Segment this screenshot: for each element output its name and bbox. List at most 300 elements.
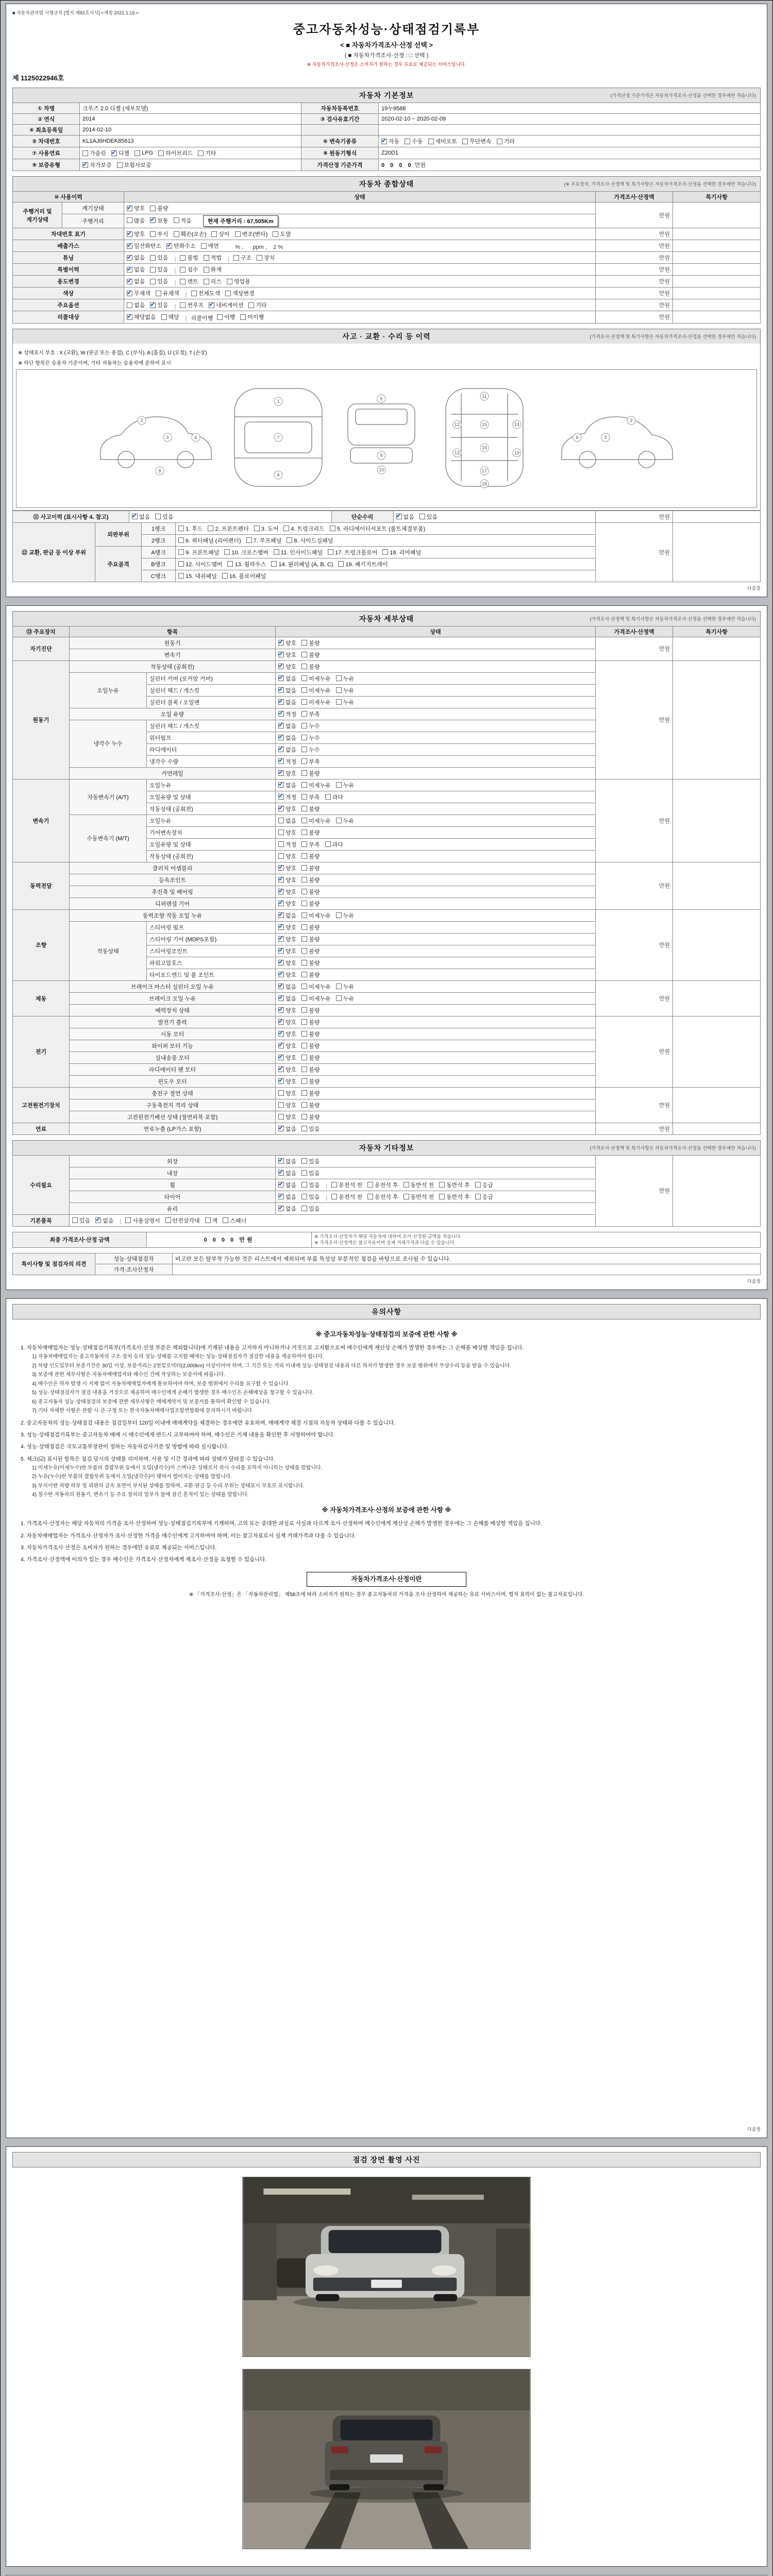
checkbox-option[interactable] — [330, 524, 425, 533]
checkbox-icon[interactable] — [301, 782, 307, 788]
checkbox-icon[interactable] — [117, 162, 123, 168]
checkbox-icon[interactable] — [475, 1182, 481, 1188]
checkbox-icon[interactable] — [439, 1194, 445, 1199]
checkbox-option[interactable] — [224, 548, 268, 556]
checkbox-option[interactable] — [82, 161, 112, 169]
checkbox-icon[interactable] — [150, 231, 156, 237]
checkbox-option[interactable] — [404, 1193, 434, 1201]
checkbox-option[interactable] — [278, 1101, 296, 1109]
checkbox-icon[interactable] — [165, 1217, 171, 1223]
checkbox-icon[interactable] — [201, 243, 207, 249]
checkbox-option[interactable] — [328, 548, 377, 556]
checked-checkbox-icon[interactable] — [278, 984, 284, 989]
checkbox-option[interactable] — [325, 793, 343, 801]
checked-checkbox-icon[interactable] — [278, 901, 284, 906]
checkbox-icon[interactable] — [217, 314, 223, 320]
checkbox-option[interactable] — [209, 301, 243, 309]
checkbox-option[interactable] — [278, 698, 296, 706]
checkbox-icon[interactable] — [462, 139, 468, 144]
checkbox-icon[interactable] — [336, 912, 342, 918]
checked-checkbox-icon[interactable] — [278, 1019, 284, 1025]
checked-checkbox-icon[interactable] — [150, 217, 156, 223]
checkbox-option[interactable] — [475, 1193, 493, 1201]
checked-checkbox-icon[interactable] — [82, 162, 88, 168]
checkbox-option[interactable] — [150, 265, 168, 274]
checkbox-option[interactable] — [278, 840, 296, 849]
checkbox-icon[interactable] — [301, 877, 307, 883]
checkbox-icon[interactable] — [301, 1090, 307, 1096]
checkbox-icon[interactable] — [222, 573, 228, 579]
checkbox-option[interactable] — [204, 277, 222, 285]
checkbox-option[interactable] — [301, 1042, 320, 1050]
checkbox-option[interactable] — [301, 722, 320, 730]
checkbox-option[interactable] — [301, 698, 331, 706]
checkbox-icon[interactable] — [301, 995, 307, 1001]
checkbox-option[interactable] — [301, 1006, 320, 1014]
checkbox-icon[interactable] — [233, 255, 239, 261]
checked-checkbox-icon[interactable] — [127, 279, 132, 284]
checkbox-option[interactable] — [301, 817, 331, 825]
checked-checkbox-icon[interactable] — [278, 1170, 284, 1176]
checkbox-icon[interactable] — [278, 841, 284, 847]
checkbox-option[interactable] — [158, 149, 193, 157]
checkbox-icon[interactable] — [301, 699, 307, 705]
checkbox-option[interactable] — [367, 1193, 398, 1201]
checkbox-option[interactable] — [367, 1181, 398, 1189]
checkbox-icon[interactable] — [497, 139, 502, 144]
checkbox-option[interactable] — [150, 204, 168, 212]
checkbox-option[interactable] — [301, 710, 320, 718]
checkbox-option[interactable] — [396, 513, 414, 521]
checked-checkbox-icon[interactable] — [127, 267, 132, 273]
checkbox-icon[interactable] — [161, 314, 167, 320]
checkbox-icon[interactable] — [439, 1182, 445, 1188]
checkbox-option[interactable] — [278, 769, 296, 777]
checkbox-icon[interactable] — [301, 806, 307, 811]
checked-checkbox-icon[interactable] — [278, 735, 284, 740]
checked-checkbox-icon[interactable] — [396, 514, 402, 519]
checked-checkbox-icon[interactable] — [132, 514, 138, 519]
checked-checkbox-icon[interactable] — [278, 1158, 284, 1164]
checkbox-option[interactable] — [271, 560, 333, 568]
checkbox-option[interactable] — [325, 840, 343, 849]
checkbox-option[interactable] — [301, 982, 331, 991]
checkbox-option[interactable] — [278, 734, 296, 742]
checkbox-option[interactable] — [301, 1054, 320, 1062]
checkbox-icon[interactable] — [158, 150, 164, 156]
checkbox-icon[interactable] — [125, 1217, 131, 1223]
checkbox-icon[interactable] — [211, 231, 217, 237]
checked-checkbox-icon[interactable] — [278, 972, 284, 977]
checkbox-option[interactable] — [278, 1113, 296, 1121]
checkbox-option[interactable] — [180, 253, 198, 262]
checkbox-option[interactable] — [178, 536, 241, 545]
checked-checkbox-icon[interactable] — [278, 1078, 284, 1084]
checkbox-option[interactable] — [111, 149, 129, 157]
checkbox-option[interactable] — [150, 301, 168, 309]
checked-checkbox-icon[interactable] — [278, 723, 284, 728]
checkbox-icon[interactable] — [301, 1114, 307, 1120]
checkbox-icon[interactable] — [156, 291, 161, 296]
checkbox-option[interactable] — [127, 204, 145, 212]
checkbox-option[interactable] — [301, 864, 320, 872]
checkbox-option[interactable] — [278, 982, 296, 991]
checkbox-icon[interactable] — [336, 675, 342, 681]
checkbox-option[interactable] — [419, 513, 438, 521]
checkbox-option[interactable] — [336, 686, 354, 694]
checkbox-icon[interactable] — [301, 818, 307, 823]
checkbox-option[interactable] — [301, 1169, 320, 1177]
checkbox-option[interactable] — [127, 289, 150, 297]
checkbox-option[interactable] — [301, 852, 320, 860]
checkbox-option[interactable] — [127, 265, 145, 274]
checkbox-icon[interactable] — [191, 291, 197, 296]
checkbox-icon[interactable] — [204, 279, 209, 284]
checkbox-icon[interactable] — [180, 255, 186, 261]
checkbox-option[interactable] — [278, 1169, 296, 1177]
checkbox-icon[interactable] — [301, 889, 307, 894]
checkbox-option[interactable] — [301, 1113, 320, 1121]
checked-checkbox-icon[interactable] — [278, 687, 284, 693]
checkbox-option[interactable] — [278, 1157, 296, 1165]
checkbox-icon[interactable] — [475, 1194, 481, 1199]
checkbox-option[interactable] — [381, 137, 399, 145]
checkbox-option[interactable] — [301, 757, 320, 766]
checkbox-option[interactable] — [233, 253, 251, 262]
checked-checkbox-icon[interactable] — [127, 314, 132, 320]
checkbox-icon[interactable] — [301, 664, 307, 669]
checkbox-option[interactable] — [201, 242, 219, 250]
checkbox-option[interactable] — [301, 1157, 320, 1165]
checked-checkbox-icon[interactable] — [278, 1031, 284, 1037]
checkbox-option[interactable] — [301, 1181, 320, 1189]
checkbox-icon[interactable] — [328, 549, 333, 555]
checkbox-option[interactable] — [301, 911, 331, 920]
checkbox-option[interactable] — [497, 137, 515, 145]
checked-checkbox-icon[interactable] — [95, 1217, 101, 1223]
checkbox-option[interactable] — [278, 947, 296, 955]
checkbox-option[interactable] — [301, 651, 320, 659]
checkbox-option[interactable] — [180, 277, 198, 285]
checkbox-icon[interactable] — [301, 652, 307, 657]
checkbox-icon[interactable] — [331, 1182, 337, 1188]
checkbox-option[interactable] — [278, 781, 296, 789]
checkbox-option[interactable] — [301, 805, 320, 813]
checkbox-option[interactable] — [331, 1181, 362, 1189]
checkbox-icon[interactable] — [419, 514, 425, 519]
checkbox-option[interactable] — [205, 1216, 218, 1225]
checkbox-option[interactable] — [278, 1205, 296, 1213]
checkbox-option[interactable] — [127, 242, 161, 250]
checkbox-option[interactable] — [301, 923, 320, 931]
checked-checkbox-icon[interactable] — [278, 1206, 284, 1211]
checked-checkbox-icon[interactable] — [278, 924, 284, 930]
checkbox-option[interactable] — [278, 900, 296, 908]
checkbox-option[interactable] — [278, 1125, 296, 1133]
checkbox-icon[interactable] — [330, 526, 335, 531]
checkbox-option[interactable] — [227, 277, 250, 285]
checkbox-option[interactable] — [278, 663, 296, 671]
checked-checkbox-icon[interactable] — [278, 877, 284, 883]
checkbox-icon[interactable] — [367, 1182, 373, 1188]
checkbox-icon[interactable] — [301, 758, 307, 764]
checkbox-option[interactable] — [82, 149, 106, 157]
checkbox-icon[interactable] — [235, 231, 241, 237]
checked-checkbox-icon[interactable] — [278, 758, 284, 764]
checkbox-icon[interactable] — [278, 1090, 284, 1096]
checkbox-icon[interactable] — [325, 841, 331, 847]
checkbox-icon[interactable] — [283, 526, 289, 531]
checkbox-option[interactable] — [278, 994, 296, 1003]
checkbox-icon[interactable] — [331, 1194, 337, 1199]
checkbox-icon[interactable] — [180, 279, 186, 284]
checkbox-icon[interactable] — [301, 723, 307, 728]
checkbox-option[interactable] — [72, 1216, 90, 1225]
checkbox-icon[interactable] — [336, 984, 342, 989]
checkbox-icon[interactable] — [301, 853, 307, 859]
checkbox-option[interactable] — [150, 253, 168, 262]
checkbox-option[interactable] — [127, 313, 156, 321]
checkbox-option[interactable] — [198, 149, 216, 157]
checkbox-icon[interactable] — [405, 139, 410, 144]
checkbox-option[interactable] — [301, 994, 331, 1003]
checkbox-option[interactable] — [439, 1193, 470, 1201]
checkbox-option[interactable] — [174, 216, 192, 225]
checkbox-option[interactable] — [117, 161, 152, 169]
checkbox-icon[interactable] — [301, 936, 307, 942]
checkbox-icon[interactable] — [273, 231, 278, 237]
checked-checkbox-icon[interactable] — [278, 1182, 284, 1188]
checkbox-option[interactable] — [254, 524, 278, 533]
checkbox-option[interactable] — [382, 548, 421, 556]
checkbox-icon[interactable] — [246, 537, 252, 543]
checkbox-option[interactable] — [127, 230, 145, 238]
checkbox-option[interactable] — [174, 230, 207, 238]
checkbox-option[interactable] — [301, 888, 320, 896]
checkbox-icon[interactable] — [301, 794, 307, 800]
checkbox-icon[interactable] — [367, 1194, 373, 1199]
checkbox-option[interactable] — [208, 524, 248, 533]
checkbox-option[interactable] — [278, 1054, 296, 1062]
checkbox-option[interactable] — [150, 216, 168, 225]
checkbox-option[interactable] — [278, 805, 296, 813]
checked-checkbox-icon[interactable] — [381, 139, 387, 144]
checkbox-option[interactable] — [331, 1193, 362, 1201]
checkbox-icon[interactable] — [301, 675, 307, 681]
checkbox-option[interactable] — [278, 1042, 296, 1050]
checkbox-option[interactable] — [301, 900, 320, 908]
checkbox-icon[interactable] — [428, 139, 434, 144]
checkbox-icon[interactable] — [301, 865, 307, 871]
checkbox-option[interactable] — [301, 781, 331, 789]
checkbox-icon[interactable] — [301, 687, 307, 693]
checkbox-option[interactable] — [180, 301, 204, 309]
checkbox-option[interactable] — [178, 560, 222, 568]
checkbox-option[interactable] — [336, 994, 354, 1003]
checkbox-icon[interactable] — [204, 267, 209, 273]
checked-checkbox-icon[interactable] — [278, 960, 284, 965]
checkbox-icon[interactable] — [336, 687, 342, 693]
checked-checkbox-icon[interactable] — [278, 794, 284, 800]
checkbox-option[interactable] — [278, 1089, 296, 1097]
checkbox-icon[interactable] — [127, 302, 132, 308]
checkbox-option[interactable] — [336, 817, 354, 825]
checkbox-icon[interactable] — [301, 1007, 307, 1013]
checkbox-icon[interactable] — [198, 150, 204, 156]
checkbox-option[interactable] — [278, 710, 296, 718]
checkbox-option[interactable] — [150, 277, 168, 285]
checked-checkbox-icon[interactable] — [278, 995, 284, 1001]
checked-checkbox-icon[interactable] — [111, 150, 117, 156]
checkbox-icon[interactable] — [301, 1194, 307, 1199]
checkbox-option[interactable] — [246, 536, 282, 545]
checkbox-icon[interactable] — [248, 302, 254, 308]
checkbox-icon[interactable] — [301, 948, 307, 954]
checkbox-option[interactable] — [278, 651, 296, 659]
checkbox-option[interactable] — [204, 265, 222, 274]
checkbox-option[interactable] — [127, 277, 145, 285]
checkbox-option[interactable] — [155, 513, 173, 521]
checkbox-option[interactable] — [301, 1125, 320, 1133]
checkbox-option[interactable] — [336, 698, 354, 706]
checkbox-option[interactable] — [278, 971, 296, 979]
checkbox-icon[interactable] — [301, 1066, 307, 1072]
checkbox-icon[interactable] — [208, 526, 213, 531]
checkbox-option[interactable] — [165, 1216, 200, 1225]
checkbox-icon[interactable] — [150, 279, 156, 284]
checkbox-option[interactable] — [278, 1193, 296, 1201]
checkbox-option[interactable] — [278, 722, 296, 730]
checkbox-option[interactable] — [178, 524, 203, 533]
checkbox-option[interactable] — [301, 674, 331, 683]
checkbox-icon[interactable] — [150, 255, 156, 261]
checkbox-icon[interactable] — [254, 526, 260, 531]
checkbox-icon[interactable] — [287, 537, 292, 543]
checked-checkbox-icon[interactable] — [278, 1055, 284, 1060]
checkbox-option[interactable] — [278, 1006, 296, 1014]
checkbox-option[interactable] — [278, 793, 296, 801]
checkbox-option[interactable] — [301, 1018, 320, 1026]
checkbox-icon[interactable] — [325, 794, 331, 800]
checkbox-option[interactable] — [278, 959, 296, 967]
checkbox-option[interactable] — [301, 734, 320, 742]
checkbox-option[interactable] — [287, 536, 333, 545]
checkbox-option[interactable] — [150, 230, 168, 238]
checkbox-icon[interactable] — [301, 984, 307, 989]
checkbox-option[interactable] — [278, 864, 296, 872]
checkbox-icon[interactable] — [301, 829, 307, 835]
checkbox-icon[interactable] — [224, 549, 230, 555]
checkbox-option[interactable] — [240, 313, 264, 321]
checkbox-option[interactable] — [257, 253, 275, 262]
checkbox-icon[interactable] — [301, 1078, 307, 1084]
checkbox-icon[interactable] — [227, 279, 232, 284]
checkbox-icon[interactable] — [336, 995, 342, 1001]
checkbox-option[interactable] — [301, 686, 331, 694]
checkbox-icon[interactable] — [227, 561, 233, 567]
checkbox-option[interactable] — [301, 959, 320, 967]
checkbox-option[interactable] — [278, 639, 296, 647]
checkbox-icon[interactable] — [278, 1114, 284, 1120]
checked-checkbox-icon[interactable] — [278, 948, 284, 954]
checkbox-option[interactable] — [405, 137, 423, 145]
checkbox-option[interactable] — [428, 137, 458, 145]
checkbox-option[interactable] — [336, 781, 354, 789]
checkbox-option[interactable] — [225, 289, 255, 297]
checkbox-icon[interactable] — [404, 1194, 409, 1199]
checkbox-icon[interactable] — [178, 537, 184, 543]
checkbox-option[interactable] — [336, 911, 354, 920]
checkbox-icon[interactable] — [174, 231, 179, 237]
checkbox-option[interactable] — [204, 253, 222, 262]
checkbox-icon[interactable] — [336, 699, 342, 705]
checkbox-option[interactable] — [301, 1193, 320, 1201]
checkbox-option[interactable] — [278, 674, 296, 683]
checkbox-option[interactable] — [301, 876, 320, 884]
checkbox-icon[interactable] — [301, 1206, 307, 1211]
checkbox-option[interactable] — [178, 572, 217, 580]
checkbox-option[interactable] — [301, 935, 320, 943]
checkbox-icon[interactable] — [274, 549, 279, 555]
checkbox-icon[interactable] — [82, 150, 88, 156]
checkbox-option[interactable] — [135, 150, 153, 156]
checkbox-icon[interactable] — [301, 770, 307, 776]
checkbox-icon[interactable] — [223, 1217, 228, 1223]
checkbox-option[interactable] — [283, 524, 324, 533]
checkbox-option[interactable] — [301, 1089, 320, 1097]
checkbox-option[interactable] — [301, 769, 320, 777]
checked-checkbox-icon[interactable] — [278, 711, 284, 717]
checkbox-icon[interactable] — [336, 782, 342, 788]
checkbox-icon[interactable] — [301, 735, 307, 740]
checked-checkbox-icon[interactable] — [278, 1007, 284, 1013]
checkbox-option[interactable] — [301, 1030, 320, 1038]
checkbox-option[interactable] — [278, 911, 296, 920]
checkbox-icon[interactable] — [150, 267, 156, 273]
checked-checkbox-icon[interactable] — [278, 699, 284, 705]
checkbox-option[interactable] — [301, 1077, 320, 1086]
checked-checkbox-icon[interactable] — [150, 302, 156, 308]
checkbox-icon[interactable] — [127, 217, 132, 223]
checkbox-option[interactable] — [301, 840, 320, 849]
checkbox-option[interactable] — [475, 1181, 493, 1189]
checkbox-option[interactable] — [125, 1216, 160, 1225]
checkbox-option[interactable] — [227, 560, 266, 568]
checkbox-icon[interactable] — [155, 514, 161, 519]
checkbox-option[interactable] — [336, 982, 354, 991]
checkbox-option[interactable] — [222, 572, 266, 580]
checkbox-option[interactable] — [235, 230, 268, 238]
checkbox-option[interactable] — [301, 745, 320, 754]
checkbox-option[interactable] — [278, 852, 296, 860]
checked-checkbox-icon[interactable] — [209, 302, 214, 308]
checked-checkbox-icon[interactable] — [278, 1194, 284, 1199]
checked-checkbox-icon[interactable] — [278, 889, 284, 894]
checkbox-icon[interactable] — [178, 561, 184, 567]
checkbox-option[interactable] — [278, 923, 296, 931]
checkbox-icon[interactable] — [301, 924, 307, 930]
checkbox-icon[interactable] — [301, 1031, 307, 1037]
checkbox-icon[interactable] — [301, 640, 307, 646]
checkbox-option[interactable] — [439, 1181, 470, 1189]
checkbox-option[interactable] — [273, 230, 291, 238]
checkbox-option[interactable] — [462, 137, 492, 145]
checked-checkbox-icon[interactable] — [278, 1043, 284, 1048]
checkbox-option[interactable] — [278, 745, 296, 754]
checkbox-icon[interactable] — [301, 1170, 307, 1176]
checkbox-icon[interactable] — [174, 217, 179, 223]
checkbox-option[interactable] — [127, 301, 145, 309]
